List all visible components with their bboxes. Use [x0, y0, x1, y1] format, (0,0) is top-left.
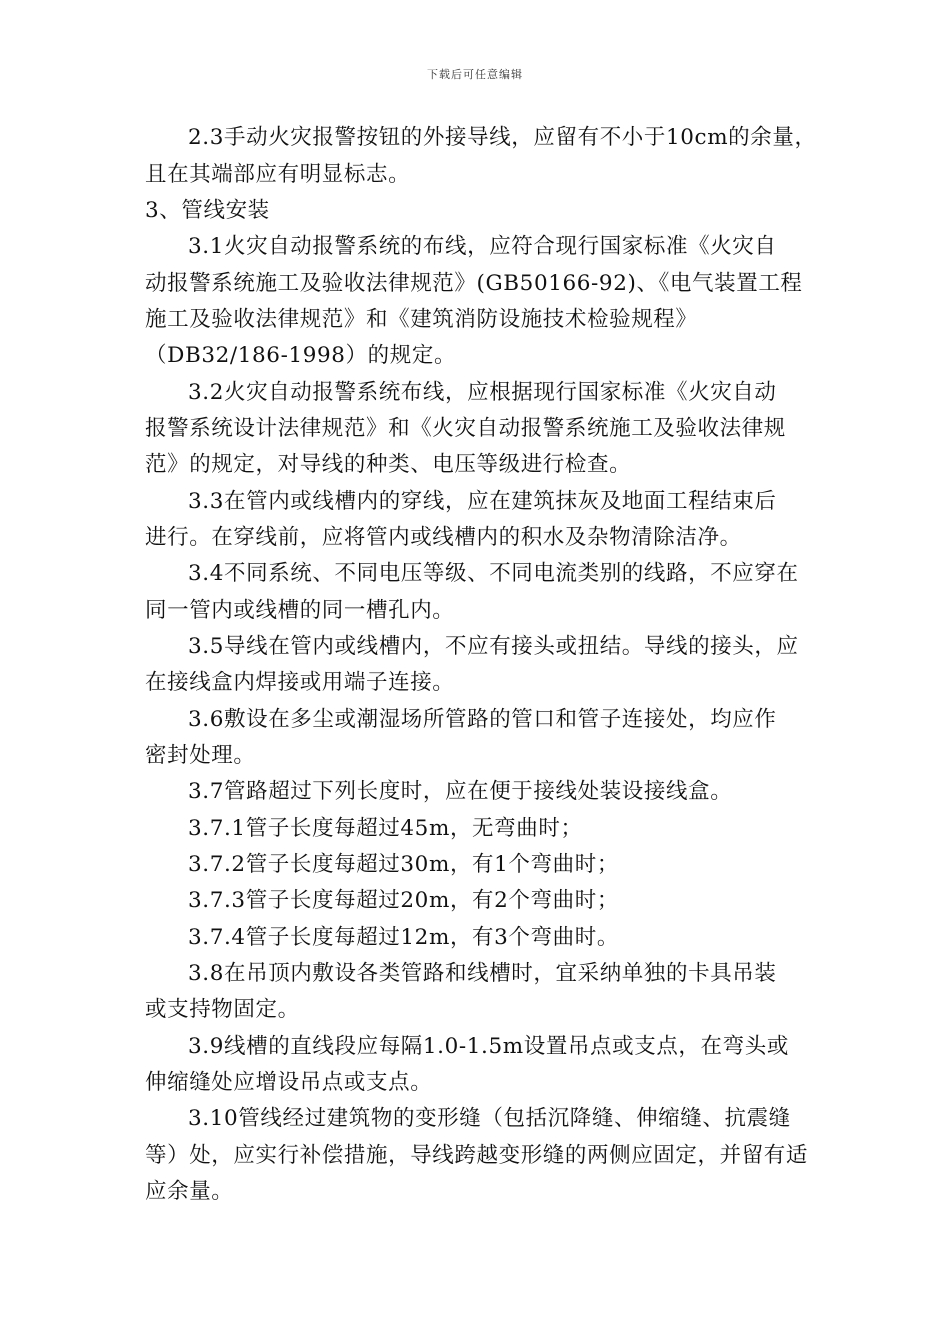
text-line: 在接线盒内焊接或用端子连接。	[145, 670, 455, 695]
text-line: 3.7.4管子长度每超过12m，有3个弯曲时。	[188, 925, 619, 950]
text-line: （DB32/186-1998）的规定。	[145, 343, 457, 368]
text-line: 3.7.2管子长度每超过30m，有1个弯曲时；	[188, 852, 619, 877]
text-line: 3.7.1管子长度每超过45m，无弯曲时；	[188, 816, 583, 841]
text-line: 报警系统设计法律规范》和《火灾自动报警系统施工及验收法律规	[145, 416, 786, 441]
text-line: 2.3手动火灾报警按钮的外接导线，应留有不小于10cm的余量，	[188, 125, 817, 150]
text-line: 3.3在管内或线槽内的穿线，应在建筑抹灰及地面工程结束后	[188, 489, 777, 514]
text-line: 动报警系统施工及验收法律规范》(GB50166-92)、《电气装置工程	[145, 271, 803, 296]
text-line: 应余量。	[145, 1179, 234, 1204]
text-line: 3.6敷设在多尘或潮湿场所管路的管口和管子连接处，均应作	[188, 707, 777, 732]
text-line: 进行。在穿线前，应将管内或线槽内的积水及杂物清除洁净。	[145, 525, 742, 550]
header-note: 下载后可任意编辑	[427, 68, 523, 81]
text-line: 3.4不同系统、不同电压等级、不同电流类别的线路，不应穿在	[188, 561, 799, 586]
text-line: 同一管内或线槽的同一槽孔内。	[145, 598, 455, 623]
text-line: 3.1火灾自动报警系统的布线，应符合现行国家标准《火灾自	[188, 234, 777, 259]
text-line: 或支持物固定。	[145, 997, 300, 1022]
text-line: 3.10管线经过建筑物的变形缝（包括沉降缝、伸缩缝、抗震缝	[188, 1106, 791, 1131]
text-line: 3.5导线在管内或线槽内，不应有接头或扭结。导线的接头，应	[188, 634, 799, 659]
text-line: 3.2火灾自动报警系统布线，应根据现行国家标准《火灾自动	[188, 380, 777, 405]
text-line: 施工及验收法律规范》和《建筑消防设施技术检验规程》	[145, 307, 698, 332]
text-line: 且在其端部应有明显标志。	[145, 162, 411, 187]
text-line: 3.7管路超过下列长度时，应在便于接线处装设接线盒。	[188, 779, 733, 804]
text-line: 3.9线槽的直线段应每隔1.0-1.5m设置吊点或支点，在弯头或	[188, 1034, 789, 1059]
text-line: 密封处理。	[145, 743, 256, 768]
text-line: 伸缩缝处应增设吊点或支点。	[145, 1070, 433, 1095]
section-heading: 3、管线安装	[145, 198, 270, 223]
text-line: 3.8在吊顶内敷设各类管路和线槽时，宜采纳单独的卡具吊装	[188, 961, 777, 986]
text-line: 范》的规定，对导线的种类、电压等级进行检查。	[145, 452, 632, 477]
text-line: 等）处，应实行补偿措施，导线跨越变形缝的两侧应固定，并留有适	[145, 1143, 809, 1168]
text-line: 3.7.3管子长度每超过20m，有2个弯曲时；	[188, 888, 619, 913]
